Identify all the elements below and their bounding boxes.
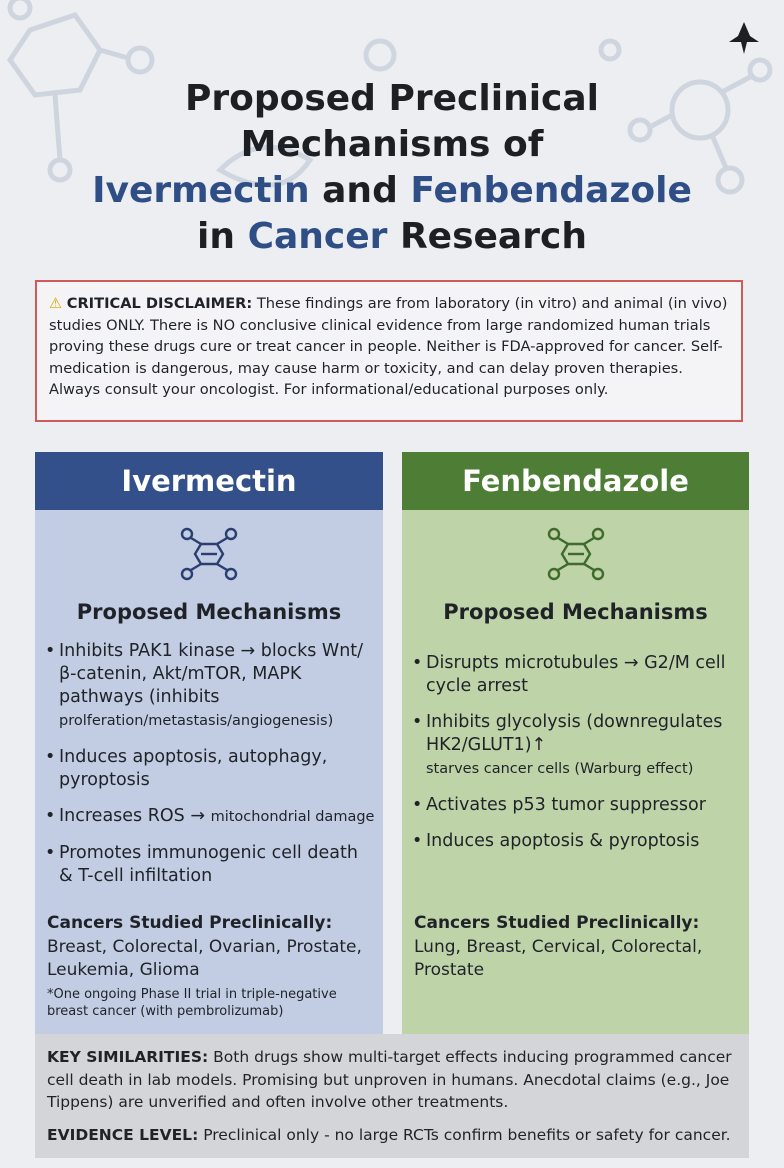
ivermectin-panel <box>35 452 383 1034</box>
title-and: and <box>309 170 411 211</box>
trial-note: *One ongoing Phase II trial in triple-negative breast cancer (with pembrolizumab) <box>47 987 337 1019</box>
studied-list: Lung, Breast, Cervical, Colorectal, Prostate <box>414 937 703 980</box>
ivermectin-mechanism-list <box>45 640 375 901</box>
title-line-1: Proposed Preclinical <box>184 78 600 119</box>
summary-box <box>35 1034 749 1158</box>
molecule-icon <box>546 526 606 582</box>
ivermectin-subheading: Proposed Mechanisms <box>76 600 342 624</box>
list-item: • Disrupts microtubules → G2/M cell cycle arrest <box>412 652 741 698</box>
list-item <box>412 711 741 781</box>
brand-logo-icon <box>728 20 760 56</box>
evidence-label: EVIDENCE LEVEL: <box>47 1125 199 1144</box>
list-item: • Induces apoptosis, autophagy, pyroptosis <box>45 746 375 792</box>
evidence-text: Preclinical only - no large RCTs confirm benefits or safety for cancer. <box>203 1125 731 1144</box>
list-item: • Induces apoptosis & pyroptosis <box>412 830 741 853</box>
mechanism-text: Inhibits PAK1 kinase → blocks Wnt/β-catenin, Akt/mTOR, MAPK pathways (inhibits <box>59 641 364 707</box>
list-item: • Promotes immunogenic cell death & T-cell infiltation <box>45 842 375 888</box>
fenbendazole-header: Fenbendazole <box>402 452 749 510</box>
studied-heading: Cancers Studied Preclinically: <box>414 913 700 933</box>
mechanism-text-small: mitochondrial damage <box>210 809 375 825</box>
title-ivermectin: Ivermectin <box>92 170 310 211</box>
title-line-4 <box>0 214 784 260</box>
critical-disclaimer-box <box>35 280 743 422</box>
mechanism-text-small: starves cancer cells (Warburg effect) <box>426 761 694 777</box>
disclaimer-text: These findings are from laboratory (in vitro) and animal (in vivo) studies ONLY. There is NO conclusive clinical evidence from large randomized human trials proving these drugs cure or treat cancer in people. Neither is FDA-approved for cancer. Self-medication is dangerous, may cause harm or toxicity, and can delay proven therapies. Always consult your oncologist. For informational/educational purposes only. <box>49 295 728 398</box>
title-line-2: Mechanisms of <box>240 124 544 165</box>
mechanism-text: Increases ROS → <box>59 806 211 826</box>
list-item: • Activates p53 tumor suppressor <box>412 794 741 817</box>
title-fenbendazole: Fenbendazole <box>410 170 692 211</box>
fenbendazole-subheading: Proposed Mechanisms <box>443 600 708 624</box>
fenbendazole-panel <box>402 452 749 1034</box>
ivermectin-cancers-studied <box>47 912 375 1020</box>
similarities-text: Both drugs show multi-target effects inducing programmed cancer cell death in lab models. Promising but unproven in humans. Anecdotal claims (e.g., Joe Tippens) are unverified and often involve other treatments. <box>47 1048 732 1111</box>
page-title <box>0 76 784 260</box>
list-item <box>45 640 375 733</box>
ivermectin-header: Ivermectin <box>35 452 383 510</box>
title-line-3 <box>0 168 784 214</box>
fenbendazole-mechanism-list <box>412 652 741 866</box>
warning-icon: ⚠ <box>49 295 63 312</box>
title-in: in <box>197 216 248 257</box>
disclaimer-label: CRITICAL DISCLAIMER: <box>66 295 253 312</box>
studied-list: Breast, Colorectal, Ovarian, Prostate, Leukemia, Glioma <box>47 937 362 980</box>
title-cancer: Cancer <box>247 216 388 257</box>
evidence-level <box>47 1124 737 1147</box>
fenbendazole-cancers-studied <box>414 912 741 982</box>
mechanism-text: Inhibits glycolysis (downregulates HK2/GLUT1)↑ <box>426 712 723 755</box>
molecule-icon <box>179 526 239 582</box>
similarities-label: KEY SIMILARITIES: <box>47 1048 209 1066</box>
key-similarities <box>47 1046 737 1114</box>
mechanism-text-small: prolferation/metastasis/angiogenesis) <box>59 713 334 729</box>
studied-heading: Cancers Studied Preclinically: <box>47 913 333 933</box>
list-item <box>45 805 375 829</box>
title-research: Research <box>387 216 587 257</box>
